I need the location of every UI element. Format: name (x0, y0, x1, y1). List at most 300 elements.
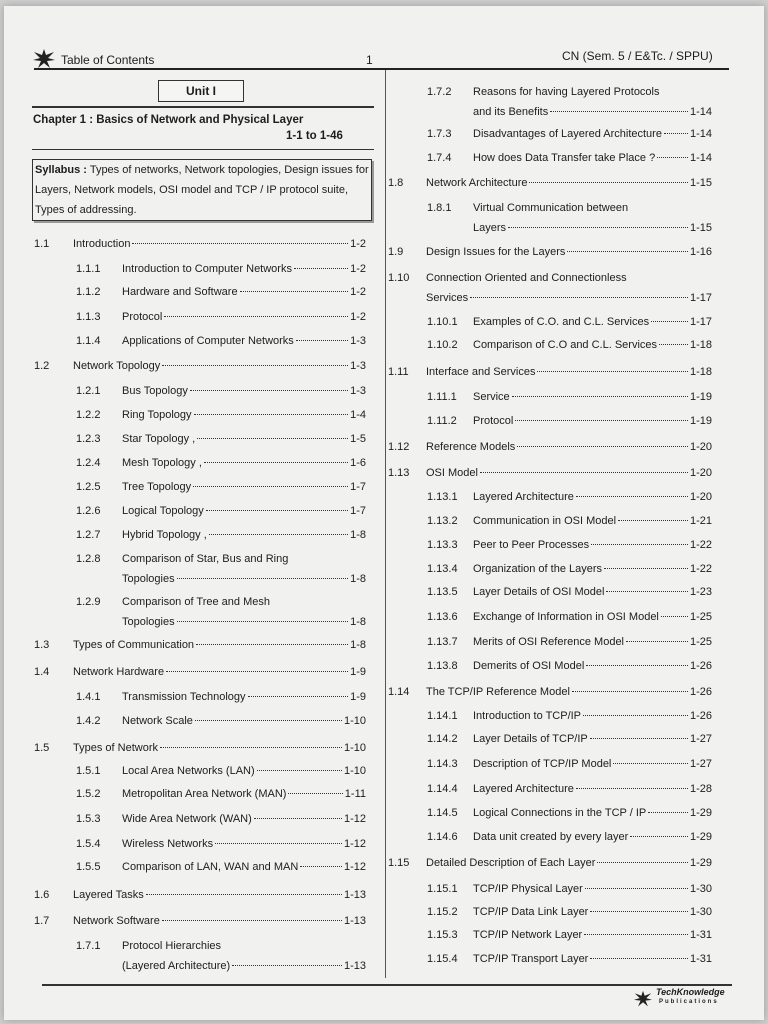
toc-entry-page: 1-3 (350, 385, 366, 397)
toc-dot-leader (470, 297, 688, 298)
toc-entry (34, 635, 366, 655)
toc-entry-line (73, 234, 366, 254)
toc-entry (34, 662, 366, 682)
toc-entry-title: Introduction to Computer Networks (122, 263, 292, 275)
toc-entry (427, 729, 712, 749)
toc-dot-leader (177, 578, 349, 579)
toc-dot-leader (508, 227, 688, 228)
toc-entry-page: 1-29 (689, 857, 712, 869)
toc-entry-page: 1-17 (689, 316, 712, 328)
toc-entry-line (473, 82, 712, 102)
toc-entry-number: 1.2.6 (76, 505, 101, 517)
toc-entry-number: 1.1.2 (76, 286, 101, 298)
toc-dot-leader (160, 747, 342, 748)
toc-entry-number: 1.11.1 (427, 391, 457, 403)
toc-entry-page: 1-8 (350, 529, 366, 541)
chapter-range: 1-1 to 1-46 (286, 130, 343, 142)
toc-entry-title: Network Architecture (426, 177, 528, 189)
toc-entry-line (73, 635, 366, 655)
toc-entry (427, 827, 712, 847)
toc-dot-leader (164, 316, 348, 317)
toc-entry (427, 511, 712, 531)
toc-entry-page: 1-2 (350, 238, 366, 250)
toc-entry (76, 405, 366, 425)
toc-entry (427, 803, 712, 823)
toc-entry-line (473, 411, 712, 431)
toc-entry-number: 1.7.4 (427, 152, 452, 164)
document-page (4, 6, 764, 1020)
toc-dot-leader (197, 438, 348, 439)
toc-entry-number: 1.14 (388, 686, 410, 698)
toc-entry-line (122, 259, 366, 279)
toc-dot-leader (576, 496, 688, 497)
toc-entry-page: 1-26 (689, 686, 712, 698)
toc-entry-line (122, 501, 366, 521)
toc-entry-number: 1.15 (388, 857, 410, 869)
toc-dot-leader (166, 671, 348, 672)
toc-dot-leader (190, 390, 348, 391)
toc-entry (76, 477, 366, 497)
toc-entry-number: 1.1.3 (76, 311, 101, 323)
toc-entry-line (473, 656, 712, 676)
toc-dot-leader (515, 420, 688, 421)
toc-entry-title: Protocol (122, 311, 163, 323)
toc-entry-title: Hardware and Software (122, 286, 238, 298)
toc-entry-line (473, 754, 712, 774)
toc-entry (427, 754, 712, 774)
toc-dot-leader (206, 510, 348, 511)
toc-entry-page: 1-20 (689, 491, 712, 503)
toc-entry-title: Layer Details of OSI Model (473, 586, 605, 598)
toc-entry (427, 124, 712, 144)
toc-entry (76, 592, 366, 632)
toc-entry (427, 706, 712, 726)
toc-dot-leader (215, 843, 342, 844)
toc-entry-page: 1-2 (350, 263, 366, 275)
toc-entry-title: Comparison of LAN, WAN and MAN (122, 861, 299, 873)
toc-entry-number: 1.14.1 (427, 710, 458, 722)
toc-entry-page: 1-5 (350, 433, 366, 445)
toc-entry-line (73, 738, 366, 758)
toc-entry-title: Types of Communication (73, 639, 195, 651)
toc-entry-page: 1-13 (343, 889, 366, 901)
toc-entry-page: 1-9 (350, 666, 366, 678)
toc-entry-page: 1-10 (343, 765, 366, 777)
toc-entry-page: 1-7 (350, 481, 366, 493)
toc-dot-leader (132, 243, 348, 244)
toc-entry-title: Applications of Computer Networks (122, 335, 294, 347)
toc-entry-page: 1-26 (689, 710, 712, 722)
toc-entry-number: 1.7 (34, 915, 50, 927)
chapter-title: Chapter 1 : Basics of Network and Physical Layer (33, 114, 304, 126)
toc-entry (427, 82, 712, 122)
toc-entry-number: 1.13.2 (427, 515, 458, 527)
toc-dot-leader (626, 641, 688, 642)
toc-dot-leader (209, 534, 348, 535)
toc-dot-leader (162, 365, 348, 366)
toc-entry-line (473, 803, 712, 823)
toc-entry-line (122, 381, 366, 401)
toc-dot-leader (583, 715, 688, 716)
toc-entry-number: 1.2.7 (76, 529, 101, 541)
toc-entry (76, 834, 366, 854)
toc-entry-title: Detailed Description of Each Layer (426, 857, 596, 869)
toc-entry (34, 738, 366, 758)
toc-entry-page: 1-10 (343, 742, 366, 754)
toc-entry-line (73, 885, 366, 905)
toc-entry-number: 1.13.4 (427, 563, 458, 575)
toc-entry-title: Layered Architecture (473, 783, 574, 795)
toc-entry-title: (Layered Architecture) (122, 960, 231, 972)
toc-entry-page: 1-29 (689, 831, 712, 843)
toc-dot-leader (296, 340, 348, 341)
toc-entry-line (426, 362, 712, 382)
toc-entry-title: Layered Tasks (73, 889, 144, 901)
toc-entry-line (473, 535, 712, 555)
footer-sub: Publications (659, 999, 719, 1005)
toc-entry-page: 1-3 (350, 360, 366, 372)
toc-entry-page: 1-18 (689, 366, 712, 378)
toc-entry-number: 1.2.5 (76, 481, 101, 493)
toc-entry-number: 1.13.8 (427, 660, 458, 672)
footer-rule (42, 984, 732, 986)
toc-entry-number: 1.5.3 (76, 813, 101, 825)
toc-entry-number: 1.8 (388, 177, 404, 189)
toc-entry-title: Data unit created by every layer (473, 831, 629, 843)
toc-entry-title: How does Data Transfer take Place ? (473, 152, 656, 164)
toc-entry-title: Mesh Topology , (122, 457, 202, 469)
toc-entry-title: Logical Topology (122, 505, 204, 517)
toc-entry-line (122, 477, 366, 497)
toc-entry-title: Introduction (73, 238, 131, 250)
toc-entry-page: 1-12 (343, 813, 366, 825)
toc-dot-leader (567, 251, 688, 252)
toc-entry-title: Network Software (73, 915, 160, 927)
toc-entry (76, 259, 366, 279)
toc-entry-line (473, 335, 712, 355)
toc-entry-page: 1-27 (689, 758, 712, 770)
syllabus-box (32, 159, 372, 221)
toc-entry-title: Reasons for having Layered Protocols (473, 86, 660, 98)
toc-entry (427, 148, 712, 168)
toc-dot-leader (257, 770, 342, 771)
toc-entry-title: Examples of C.O. and C.L. Services (473, 316, 650, 328)
toc-entry-line (473, 827, 712, 847)
toc-dot-leader (194, 414, 349, 415)
toc-entry-page: 1-8 (350, 639, 366, 651)
unit-label: Unit I (158, 80, 244, 102)
toc-entry (34, 356, 366, 376)
toc-entry (427, 582, 712, 602)
toc-entry-line (122, 525, 366, 545)
toc-entry-number: 1.14.2 (427, 733, 458, 745)
toc-dot-leader (254, 818, 342, 819)
toc-dot-leader (648, 812, 688, 813)
toc-entry-line (122, 936, 366, 956)
toc-entry-page: 1-4 (350, 409, 366, 421)
toc-entry (388, 362, 712, 382)
toc-entry-line (426, 437, 712, 457)
toc-entry (76, 429, 366, 449)
toc-entry-line (473, 487, 712, 507)
toc-dot-leader (232, 965, 342, 966)
toc-entry-line (473, 879, 712, 899)
toc-entry-line (122, 307, 366, 327)
toc-entry-page: 1-7 (350, 505, 366, 517)
toc-entry-title: Exchange of Information in OSI Model (473, 611, 659, 623)
toc-entry-line (122, 809, 366, 829)
toc-entry (388, 463, 712, 483)
toc-entry-title: Layer Details of TCP/IP (473, 733, 588, 745)
toc-entry-title: TCP/IP Physical Layer (473, 883, 583, 895)
toc-entry-title: Types of Network (73, 742, 158, 754)
toc-entry-number: 1.13.6 (427, 611, 458, 623)
toc-entry (76, 307, 366, 327)
toc-entry-number: 1.12 (388, 441, 410, 453)
toc-entry-page: 1-2 (350, 286, 366, 298)
toc-entry-number: 1.2.4 (76, 457, 101, 469)
unit-rule (32, 106, 374, 108)
toc-entry-title: Description of TCP/IP Model (473, 758, 612, 770)
toc-entry-line (473, 387, 712, 407)
toc-entry (427, 387, 712, 407)
toc-entry-line (473, 607, 712, 627)
toc-entry-title: Interface and Services (426, 366, 536, 378)
toc-dot-leader (529, 182, 687, 183)
toc-dot-leader (606, 591, 688, 592)
publisher-logo-icon (32, 48, 56, 70)
toc-entry (427, 312, 712, 332)
toc-entry-title: Tree Topology (122, 481, 192, 493)
toc-entry-line (122, 405, 366, 425)
toc-entry-title: OSI Model (426, 467, 478, 479)
column-divider (385, 70, 386, 978)
toc-entry-title: Network Topology (73, 360, 161, 372)
toc-entry-number: 1.11 (388, 366, 409, 378)
toc-entry-line (426, 242, 712, 262)
toc-entry-number: 1.13.5 (427, 586, 458, 598)
toc-entry-line (473, 706, 712, 726)
toc-entry-title: Comparison of C.O and C.L. Services (473, 339, 658, 351)
toc-entry-number: 1.8.1 (427, 202, 452, 214)
toc-entry-title: Layered Architecture (473, 491, 574, 503)
toc-entry-number: 1.15.1 (427, 883, 458, 895)
syllabus-text: Types of networks, Network topologies, Design issues for Layers, Network models, OSI model and TCP / IP protocol suite, Types of addressing. (35, 164, 369, 216)
toc-entry-number: 1.15.3 (427, 929, 458, 941)
toc-entry-title: Logical Connections in the TCP / IP (473, 807, 647, 819)
toc-entry (388, 173, 712, 193)
syllabus-label: Syllabus : (35, 164, 87, 176)
toc-dot-leader (248, 696, 349, 697)
toc-entry-title: Ring Topology (122, 409, 192, 421)
toc-dot-leader (576, 788, 688, 789)
toc-entry-page: 1-15 (689, 177, 712, 189)
toc-entry-number: 1.2.8 (76, 553, 101, 565)
toc-entry-page: 1-28 (689, 783, 712, 795)
toc-dot-leader (657, 157, 688, 158)
toc-entry-title: TCP/IP Data Link Layer (473, 906, 589, 918)
toc-entry-number: 1.7.1 (76, 940, 101, 952)
toc-dot-leader (584, 934, 688, 935)
toc-entry-page: 1-9 (350, 691, 366, 703)
toc-entry-title: Hybrid Topology , (122, 529, 207, 541)
toc-entry (427, 487, 712, 507)
toc-entry-page: 1-19 (689, 391, 712, 403)
toc-entry-title: Layers (473, 222, 507, 234)
toc-entry-line (73, 662, 366, 682)
toc-entry-line (122, 549, 366, 569)
toc-entry-title: Protocol Hierarchies (122, 940, 222, 952)
toc-dot-leader (512, 396, 688, 397)
toc-entry-title: Services (426, 292, 469, 304)
toc-entry-number: 1.4.1 (76, 691, 101, 703)
toc-entry-number: 1.14.3 (427, 758, 458, 770)
toc-entry (388, 682, 712, 702)
toc-entry-line (426, 853, 712, 873)
toc-entry-line (426, 288, 712, 308)
toc-entry-title: Demerits of OSI Model (473, 660, 585, 672)
toc-entry (388, 268, 712, 308)
toc-entry-number: 1.10.2 (427, 339, 458, 351)
toc-entry-line (473, 779, 712, 799)
header-right-title: CN (Sem. 5 / E&Tc. / SPPU) (562, 49, 713, 63)
toc-entry-page: 1-26 (689, 660, 712, 672)
toc-entry-title: Connection Oriented and Connectionless (426, 272, 627, 284)
toc-entry-line (122, 761, 366, 781)
toc-entry-number: 1.4 (34, 666, 50, 678)
toc-entry-line (473, 148, 712, 168)
toc-entry (427, 535, 712, 555)
toc-entry-title: and its Benefits (473, 106, 549, 118)
toc-entry-page: 1-25 (689, 611, 712, 623)
toc-entry-title: Reference Models (426, 441, 516, 453)
toc-entry-line (122, 453, 366, 473)
toc-entry-title: Protocol (473, 415, 514, 427)
toc-entry-number: 1.5.5 (76, 861, 101, 873)
toc-entry (427, 607, 712, 627)
toc-entry-title: Topologies (122, 616, 175, 628)
toc-entry-number: 1.1 (34, 238, 50, 250)
toc-entry-page: 1-12 (343, 861, 366, 873)
toc-entry (76, 936, 366, 976)
toc-entry (427, 411, 712, 431)
toc-entry-title: Service (473, 391, 510, 403)
toc-entry-line (122, 282, 366, 302)
toc-entry-number: 1.14.6 (427, 831, 458, 843)
toc-entry (76, 381, 366, 401)
toc-dot-leader (204, 462, 348, 463)
toc-entry-line (426, 682, 712, 702)
toc-dot-leader (613, 763, 688, 764)
toc-entry (427, 335, 712, 355)
toc-entry-title: Peer to Peer Processes (473, 539, 590, 551)
toc-entry-number: 1.13.7 (427, 636, 458, 648)
toc-entry-number: 1.11.2 (427, 415, 457, 427)
toc-entry-line (473, 198, 712, 218)
toc-entry-page: 1-31 (689, 929, 712, 941)
toc-entry-page: 1-18 (689, 339, 712, 351)
toc-entry-page: 1-25 (689, 636, 712, 648)
toc-entry (388, 242, 712, 262)
toc-dot-leader (196, 644, 348, 645)
toc-entry-line (122, 857, 366, 877)
toc-dot-leader (195, 720, 342, 721)
toc-entry-number: 1.2.1 (76, 385, 101, 397)
toc-entry-line (473, 902, 712, 922)
toc-entry (427, 632, 712, 652)
toc-dot-leader (651, 321, 688, 322)
toc-entry-number: 1.13.1 (427, 491, 458, 503)
toc-entry (427, 925, 712, 945)
toc-entry (76, 501, 366, 521)
toc-entry-title: Wide Area Network (WAN) (122, 813, 252, 825)
toc-entry-page: 1-13 (343, 915, 366, 927)
footer-brand: TechKnowledge (656, 987, 725, 997)
toc-entry (427, 656, 712, 676)
toc-entry (427, 902, 712, 922)
toc-entry (34, 911, 366, 931)
toc-dot-leader (162, 920, 342, 921)
toc-dot-leader (537, 371, 688, 372)
toc-dot-leader (300, 866, 342, 867)
toc-entry (76, 857, 366, 877)
toc-entry-number: 1.14.4 (427, 783, 458, 795)
toc-entry-title: Merits of OSI Reference Model (473, 636, 625, 648)
toc-entry-page: 1-20 (689, 467, 712, 479)
toc-entry-title: Communication in OSI Model (473, 515, 617, 527)
toc-entry-number: 1.9 (388, 246, 404, 258)
toc-entry-number: 1.6 (34, 889, 50, 901)
toc-entry-page: 1-22 (689, 563, 712, 575)
toc-entry-number: 1.5.4 (76, 838, 101, 850)
toc-dot-leader (177, 621, 349, 622)
toc-entry-number: 1.5.2 (76, 788, 101, 800)
toc-entry (34, 234, 366, 254)
toc-entry-line (122, 331, 366, 351)
toc-dot-leader (294, 268, 348, 269)
toc-entry-page: 1-31 (689, 953, 712, 965)
toc-entry-page: 1-19 (689, 415, 712, 427)
toc-dot-leader (572, 691, 688, 692)
toc-entry-line (122, 592, 366, 612)
toc-entry-page: 1-30 (689, 906, 712, 918)
toc-entry-line (122, 834, 366, 854)
toc-dot-leader (193, 486, 348, 487)
toc-dot-leader (585, 888, 688, 889)
toc-entry-number: 1.15.2 (427, 906, 458, 918)
toc-entry-title: Topologies (122, 573, 175, 585)
header-left-title: Table of Contents (61, 53, 155, 67)
toc-entry (76, 549, 366, 589)
toc-entry-number: 1.10.1 (427, 316, 458, 328)
toc-dot-leader (590, 911, 688, 912)
toc-entry-title: Design Issues for the Layers (426, 246, 566, 258)
toc-entry-line (73, 911, 366, 931)
toc-dot-leader (590, 958, 688, 959)
toc-entry-line (473, 511, 712, 531)
toc-entry-line (426, 173, 712, 193)
toc-entry-number: 1.2.3 (76, 433, 101, 445)
toc-entry-page: 1-13 (343, 960, 366, 972)
toc-entry-page: 1-16 (689, 246, 712, 258)
toc-entry-number: 1.3 (34, 639, 50, 651)
toc-entry (76, 784, 366, 804)
toc-entry-line (426, 463, 712, 483)
page-header (4, 46, 764, 76)
toc-entry (76, 687, 366, 707)
toc-entry (388, 437, 712, 457)
toc-entry-page: 1-12 (343, 838, 366, 850)
